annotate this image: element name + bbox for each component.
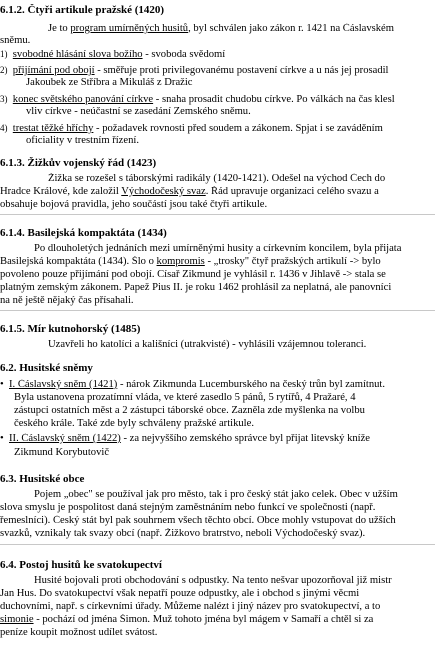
bullet-dot-icon: •	[0, 433, 4, 444]
divider	[0, 544, 435, 545]
section-heading-612: 6.1.2. Čtyři artikule pražské (1420)	[0, 4, 165, 16]
bullet-continuation: českého krále. Také zde byly schváleny pražské artikule.	[14, 418, 254, 429]
list-item: 4) trestat těžké hříchy - požadavek rovnosti před soudem a zákonem. Spjat i se zaváděním	[0, 123, 383, 134]
term-link[interactable]: Východočeský svaz	[121, 186, 206, 197]
paragraph-line: duchovními, např. s církevními úřady. Můžeme nalézt i jiný název pro svatokupectví, a to	[0, 601, 381, 612]
bullet-continuation: Zikmund Korybutovič	[14, 447, 110, 458]
paragraph-line: peníze koupit možnost udílet svátost.	[0, 627, 158, 638]
paragraph-line: platným zemským zákonem. Papež Pius II. je roku 1462 prohlásil za neplatná, ale panovníci	[0, 282, 392, 293]
paragraph-line: slova smyslu je pospolitost daná stejným zaměstnáním nebo funkcí ve společnosti (např.	[0, 502, 376, 513]
divider	[0, 214, 435, 215]
term-link[interactable]: trestat těžké hříchy	[12, 123, 94, 134]
term-link[interactable]: simonie	[0, 614, 34, 625]
term-link[interactable]: I. Čáslavský sněm (1421)	[9, 379, 118, 390]
paragraph-line: Basilejská kompaktáta (1434). Šlo o kompromis - „trosky" čtyř pražských artikulí -> bylo	[0, 256, 381, 267]
list-item-continuation: vliv církve - neúčastní se zasedání Zemského sněmu.	[26, 106, 251, 117]
section-heading-63: 6.3. Husitské obce	[0, 473, 85, 485]
paragraph-line: Uzavřeli ho katolíci a kališníci (utrakvisté) - vyhlásili vzájemnou toleranci.	[48, 339, 367, 350]
section-heading-615: 6.1.5. Mír kutnohorský (1485)	[0, 323, 141, 335]
bullet-continuation: Byla ustanovena prozatímní vláda, ve které zasedlo 5 pánů, 5 rytířů, 4 Pražaré, 4	[14, 392, 356, 403]
paragraph-line: svazků, vznikaly tak svazy obcí (např. Žižkovo bratrstvo, neboli Východočeský svaz).	[0, 528, 366, 539]
bullet-dot-icon: •	[0, 379, 4, 390]
paragraph-line: na ně ještě nějaký čas přísahali.	[0, 295, 134, 306]
bullet-continuation: zástupci ostatních měst a 2 zástupci táborské obce. Zazněla zde myšlenka na volbu	[14, 405, 365, 416]
section-heading-64: 6.4. Postoj husitů ke svatokupectví	[0, 559, 162, 571]
list-item: 2) přijímání pod obojí - směřuje proti privilegovanému postavení církve a u nás jej prosadil	[0, 65, 389, 76]
paragraph-line: obsahuje bojová pravidla, jeho součástí jsou také čtyři artikule.	[0, 199, 268, 210]
paragraph-line: povoleno pouze přijímání pod obojí. Císař Zikmund je vyhlásil r. 1436 v Jihlavě -> stala se	[0, 269, 386, 280]
term-link[interactable]: konec světského panování církve	[12, 94, 154, 105]
section-heading-614: 6.1.4. Basilejská kompaktáta (1434)	[0, 227, 167, 239]
term-link[interactable]: svobodné hlásání slova božího	[12, 49, 143, 60]
section-heading-613: 6.1.3. Žižkův vojenský řád (1423)	[0, 157, 157, 169]
paragraph-line: simonie - pochází od jména Šimon. Muž tohoto jména byl mágem v Samaří a chtěl si za	[0, 614, 374, 625]
list-item: 3) konec světského panování církve - snaha prosadit chudobu církve. Po válkách na čas klesl	[0, 94, 395, 105]
list-item-continuation: Jakoubek ze Stříbra a Mikuláš z Dražic	[26, 77, 193, 88]
term-link[interactable]: program umírněných husitů	[70, 23, 189, 34]
term-link[interactable]: přijímání pod obojí	[12, 65, 95, 76]
paragraph-line: Pojem „obec" se používal jak pro město, tak i pro český stát jako celek. Obec v užším	[34, 489, 398, 500]
bullet-item: • I. Čáslavský sněm (1421) - nárok Zikmunda Lucemburského na český trůn byl zamítnut.	[0, 379, 386, 390]
paragraph-line: řemeslníci). Český stát byl pak souhrnem všech těchto obcí. Obce mohly vstupovat do užších	[0, 515, 396, 526]
divider	[0, 310, 435, 311]
section-heading-62: 6.2. Husitské sněmy	[0, 362, 93, 374]
list-item-continuation: oficiality v trestním řízení.	[26, 135, 139, 146]
paragraph-line: Je to program umírněných husitů, byl schválen jako zákon r. 1421 na Čáslavském	[48, 23, 395, 34]
paragraph-line: Hradce Králové, kde založil Východočeský svaz. Řád upravuje organizaci celého svazu a	[0, 186, 379, 197]
paragraph-line: Jan Hus. Do svatokupectví však nepatří pouze odpustky, ale i obchod s jinými věcmi	[0, 588, 360, 599]
term-link[interactable]: II. Čáslavský sněm (1422)	[9, 433, 121, 444]
paragraph-line: Žižka se rozešel s táborskými radikály (1420-1421). Odešel na východ Čech do	[48, 173, 386, 184]
term-link[interactable]: kompromis	[156, 256, 205, 267]
paragraph-line: Po dlouholetých jednáních mezi umírněnými husity a církevním koncilem, byla přijata	[34, 243, 402, 254]
paragraph-line: Husité bojovali proti obchodování s odpustky. Na tento nešvar upozorňoval již mistr	[34, 575, 392, 586]
paragraph-line: sněmu.	[0, 35, 31, 46]
bullet-item: • II. Čáslavský sněm (1422) - za nejvyššího zemského správce byl přijat litevský kníže	[0, 433, 371, 444]
list-item: 1) svobodné hlásání slova božího - svoboda svědomí	[0, 49, 226, 60]
